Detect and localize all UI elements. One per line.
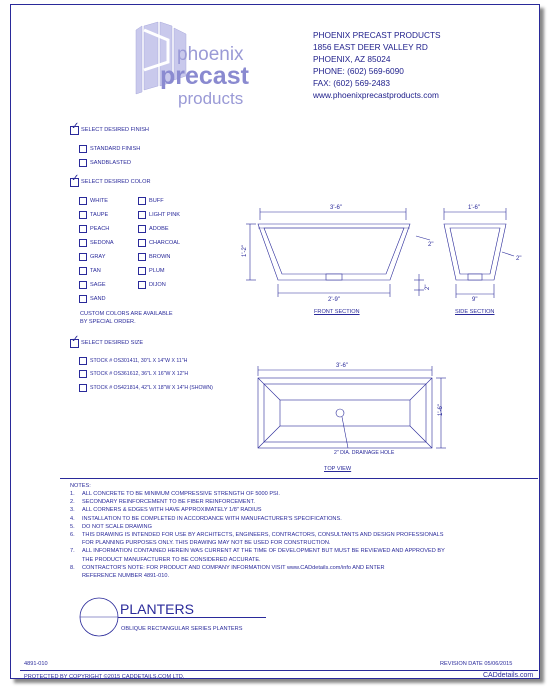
size-heading: SELECT DESIRED SIZE	[81, 340, 144, 346]
color-adobe-checkbox[interactable]	[138, 225, 146, 233]
color-brown-label: BROWN	[149, 254, 171, 260]
top-view-length: 3'-6"	[336, 363, 348, 369]
reference-number: 4891-010	[24, 661, 48, 667]
size-os301411-checkbox[interactable]	[79, 357, 87, 365]
color-dijon-label: DIJON	[149, 282, 166, 288]
drain-hole-label: 2" DIA. DRAINAGE HOLE	[334, 450, 395, 456]
color-taupe-checkbox[interactable]	[79, 211, 87, 219]
note-line: 1. ALL CONCRETE TO BE MINIMUM COMPRESSIVE STRENGTH OF 5000 PSI.	[70, 491, 280, 497]
caddetails-brand[interactable]: CADdetails.com	[483, 672, 534, 679]
top-view-title: TOP VIEW	[324, 466, 352, 472]
color-sage-label: SAGE	[90, 282, 106, 288]
company-phone: PHONE: (602) 569-6090	[313, 66, 404, 76]
note-line: THE PRODUCT MANUFACTURER TO BE CONSIDERED ACCURATE.	[82, 556, 261, 563]
color-plum-checkbox[interactable]	[138, 267, 146, 275]
finish-sandblasted-checkbox[interactable]	[79, 159, 87, 167]
side-top-width: 1'-6"	[468, 205, 480, 211]
title-block-underline	[118, 617, 266, 618]
color-sedona-checkbox[interactable]	[79, 239, 87, 247]
front-section-drawing	[238, 200, 438, 320]
color-gray-label: GRAY	[90, 254, 106, 260]
color-buff-checkbox[interactable]	[138, 197, 146, 205]
copyright-text: PROTECTED BY COPYRIGHT ©2015 CADDETAILS.COM LTD.	[24, 674, 185, 680]
front-bottom-width: 2'-9"	[328, 297, 340, 303]
front-top-width: 3'-6"	[330, 205, 342, 211]
note-line: 2. SECONDARY REINFORCEMENT TO BE FIBER REINFORCEMENT.	[70, 499, 255, 506]
logo-text-precast: precast	[160, 62, 249, 90]
note-line: FOR PLANNING PURPOSES ONLY. THIS DRAWING MAY NOT BE USED FOR CONSTRUCTION.	[82, 540, 331, 547]
size-os361612-checkbox[interactable]	[79, 370, 87, 378]
front-base: 2"	[425, 284, 431, 290]
color-adobe-label: ADOBE	[149, 226, 169, 232]
revision-date: REVISION DATE 05/06/2015	[440, 661, 513, 667]
color-sand-label: SAND	[90, 296, 106, 302]
side-bottom-width: 9"	[472, 297, 478, 303]
side-section-title: SIDE SECTION	[455, 309, 495, 315]
check-icon: ✓	[71, 173, 80, 184]
note-line: 5. DO NOT SCALE DRAWING	[70, 523, 152, 530]
logo-text-products: products	[178, 89, 244, 108]
front-section-title: FRONT SECTION	[314, 309, 360, 315]
color-light-pink-checkbox[interactable]	[138, 211, 146, 219]
title-block-circle	[78, 596, 120, 638]
color-peach-checkbox[interactable]	[79, 225, 87, 233]
color-tan-label: TAN	[90, 268, 101, 274]
notes-heading: NOTES:	[70, 483, 91, 489]
finish-standard-label: STANDARD FINISH	[90, 146, 141, 152]
color-buff-label: BUFF	[149, 198, 164, 204]
color-heading: SELECT DESIRED COLOR	[81, 179, 151, 185]
note-line: 4. INSTALLATION TO BE COMPLETED IN ACCORDANCE WITH MANUFACTURER'S SPECIFICATIONS.	[70, 515, 342, 522]
color-white-label: WHITE	[90, 198, 109, 204]
logo-text-phoenix: phoenix	[177, 44, 244, 65]
drawing-subtitle: OBLIQUE RECTANGULAR SERIES PLANTERS	[121, 626, 243, 632]
finish-sandblasted-label: SANDBLASTED	[90, 160, 132, 166]
front-wall: 2"	[428, 242, 434, 248]
color-taupe-label: TAUPE	[90, 212, 109, 218]
note-line: 3. ALL CORNERS & EDGES WITH HAVE APPROXIMATELY 1/8" RADIUS	[70, 507, 262, 514]
notes-list	[70, 490, 445, 580]
finish-heading: SELECT DESIRED FINISH	[81, 127, 149, 133]
color-light-pink-label: LIGHT PINK	[149, 212, 180, 218]
company-website: www.phoenixprecastproducts.com	[313, 90, 439, 100]
company-fax: FAX: (602) 569-2483	[313, 78, 391, 88]
color-charcoal-label: CHARCOAL	[149, 240, 181, 246]
size-os421814-checkbox[interactable]	[79, 384, 87, 392]
color-brown-checkbox[interactable]	[138, 253, 146, 261]
drawing-title: PLANTERS	[120, 601, 194, 617]
color-plum-label: PLUM	[149, 268, 165, 274]
color-peach-label: PEACH	[90, 226, 110, 232]
note-line: 7. ALL INFORMATION CONTAINED HEREIN WAS CURRENT AT THE TIME OF DEVELOPMENT BUT MUST BE REVIEWED AND APPROVED BY	[70, 548, 445, 555]
note-line: 6. THIS DRAWING IS INTENDED FOR USE BY ARCHITECTS, ENGINEERS, CONTRACTORS, CONSULTANTS AND DESIGN PROFESSIONALS	[70, 532, 444, 539]
footer-rule	[20, 670, 538, 671]
top-view-width: 1'-6"	[438, 404, 444, 416]
front-height: 1'-2"	[242, 245, 248, 257]
company-name: PHOENIX PRECAST PRODUCTS	[313, 30, 441, 40]
notes-divider	[60, 478, 538, 479]
size-os361612-label: STOCK # OS361612, 36"L X 16"W X 12"H	[90, 371, 189, 377]
color-charcoal-checkbox[interactable]	[138, 239, 146, 247]
check-icon: ✓	[71, 121, 80, 132]
custom-colors-note: CUSTOM COLORS ARE AVAILABLE BY SPECIAL ORDER.	[80, 311, 173, 325]
company-info	[313, 29, 441, 101]
side-wall: 2"	[516, 256, 522, 262]
top-view-drawing	[250, 362, 450, 462]
color-white-checkbox[interactable]	[79, 197, 87, 205]
color-gray-checkbox[interactable]	[79, 253, 87, 261]
color-sedona-label: SEDONA	[90, 240, 114, 246]
note-line: 8. CONTRACTOR'S NOTE: FOR PRODUCT AND COMPANY INFORMATION VISIT www.CADdetails.com/info AND ENTER	[70, 564, 385, 571]
color-sage-checkbox[interactable]	[79, 281, 87, 289]
color-tan-checkbox[interactable]	[79, 267, 87, 275]
check-icon: ✓	[71, 334, 80, 345]
company-city: PHOENIX, AZ 85024	[313, 54, 391, 64]
color-dijon-checkbox[interactable]	[138, 281, 146, 289]
side-section-drawing	[440, 200, 530, 310]
size-os301411-label: STOCK # OS301411, 30"L X 14"W X 11"H	[90, 358, 188, 364]
size-os421814-label: STOCK # OS421814, 42"L X 18"W X 14"H (SHOWN)	[90, 385, 213, 391]
note-line: REFERENCE NUMBER 4891-010.	[82, 573, 170, 580]
company-address: 1856 EAST DEER VALLEY RD	[313, 42, 428, 52]
finish-standard-checkbox[interactable]	[79, 145, 87, 153]
color-sand-checkbox[interactable]	[79, 295, 87, 303]
